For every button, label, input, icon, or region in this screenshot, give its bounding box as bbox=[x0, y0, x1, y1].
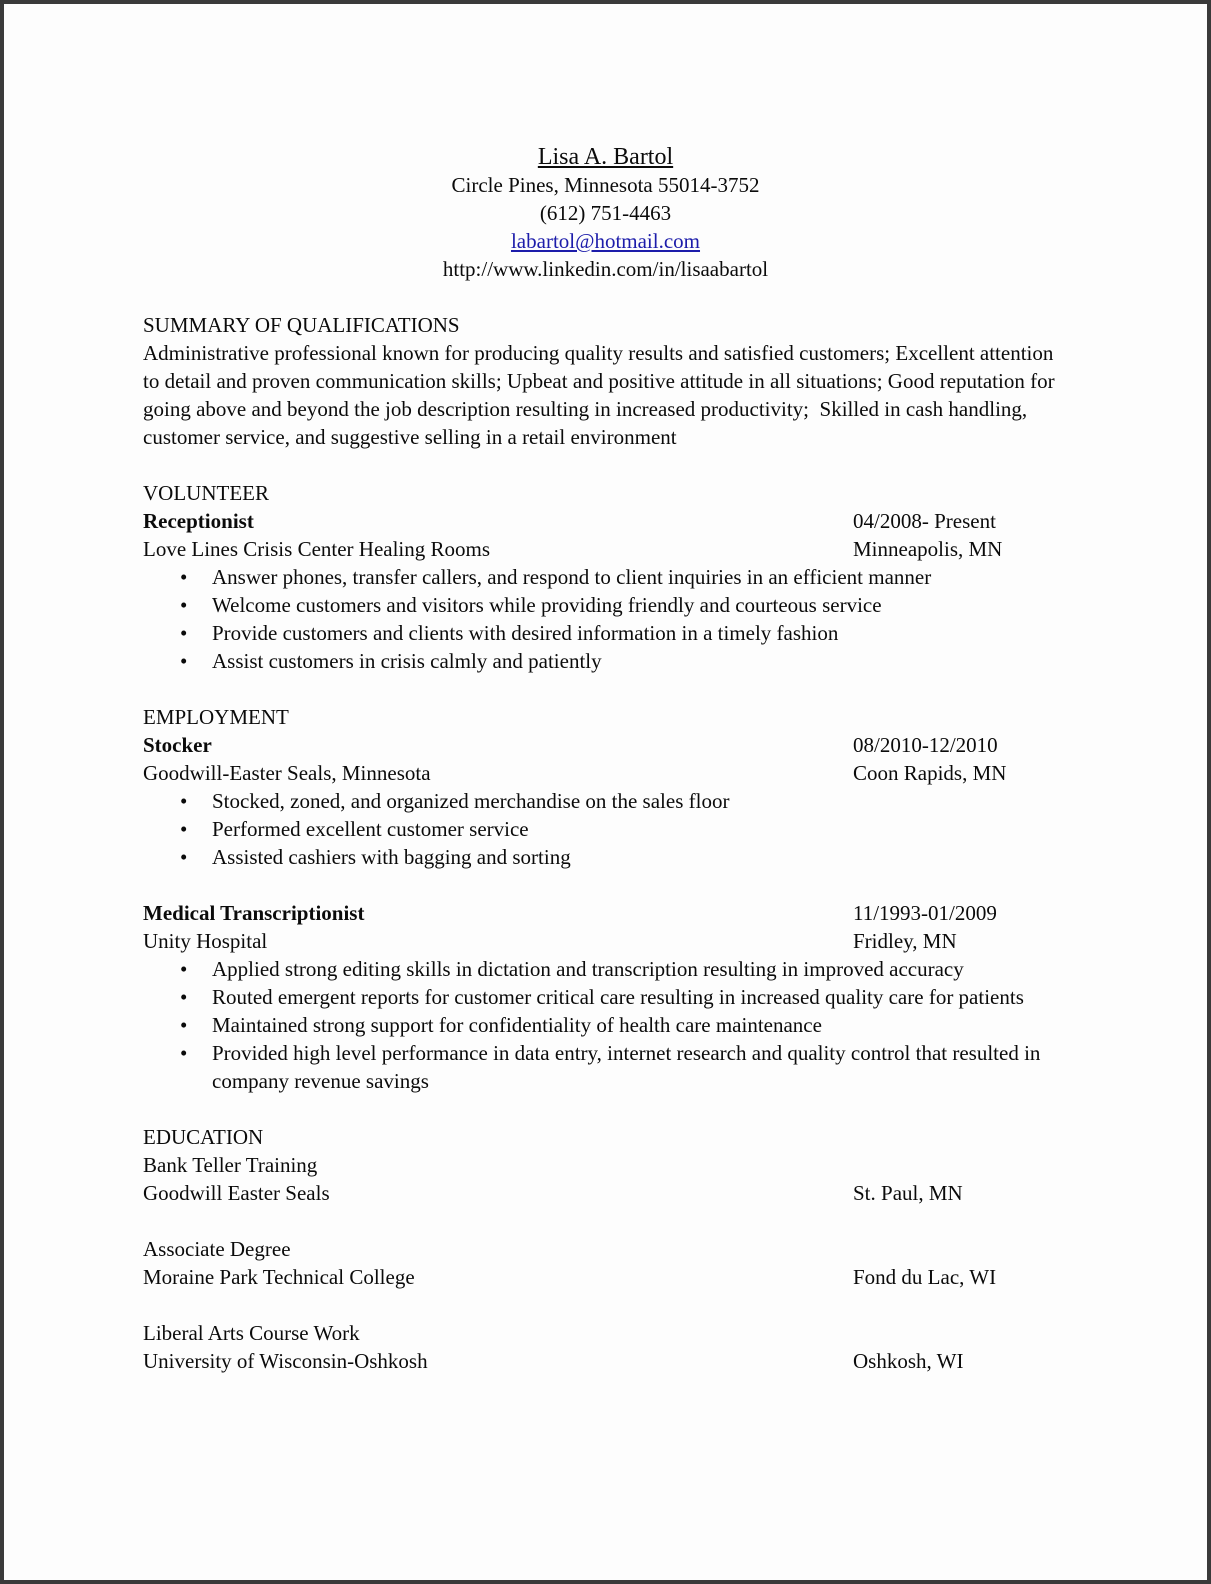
entry-title-row bbox=[143, 899, 1071, 927]
list-item bbox=[143, 1039, 1071, 1095]
bullet-text: Routed emergent reports for customer critical care resulting in increased quality care for patients bbox=[212, 985, 1024, 1009]
volunteer-heading: VOLUNTEER bbox=[143, 481, 269, 505]
bullet-icon: • bbox=[180, 593, 188, 617]
education-entry bbox=[143, 1235, 1071, 1291]
job-location: Fridley, MN bbox=[853, 929, 957, 953]
bullet-list bbox=[143, 955, 1071, 1095]
education-location: Oshkosh, WI bbox=[853, 1349, 964, 1373]
employment-section bbox=[143, 703, 1071, 1095]
bullet-icon: • bbox=[180, 817, 188, 841]
education-school: University of Wisconsin-Oshkosh bbox=[143, 1349, 428, 1373]
education-heading: EDUCATION bbox=[143, 1125, 264, 1149]
bullet-icon: • bbox=[180, 985, 188, 1009]
education-school-row bbox=[143, 1263, 1071, 1291]
summary-heading: SUMMARY OF QUALIFICATIONS bbox=[143, 313, 460, 337]
job-organization: Goodwill-Easter Seals, Minnesota bbox=[143, 761, 431, 785]
job-title: Receptionist bbox=[143, 509, 254, 533]
job-location: Minneapolis, MN bbox=[853, 537, 1003, 561]
bullet-text: Provided high level performance in data entry, internet research and quality control that resulted in company revenue savings bbox=[212, 1041, 1041, 1093]
volunteer-section bbox=[143, 479, 1071, 675]
resume-body bbox=[143, 311, 1071, 1375]
summary-section bbox=[143, 311, 1071, 451]
job-dates: 04/2008- Present bbox=[853, 509, 996, 533]
list-item bbox=[143, 647, 1071, 675]
education-school-row bbox=[143, 1347, 1071, 1375]
bullet-text: Assist customers in crisis calmly and patiently bbox=[212, 649, 602, 673]
job-dates: 08/2010-12/2010 bbox=[853, 733, 998, 757]
bullet-icon: • bbox=[180, 957, 188, 981]
bullet-icon: • bbox=[180, 649, 188, 673]
employment-entry-transcriptionist bbox=[143, 899, 1071, 1095]
bullet-text: Assisted cashiers with bagging and sorting bbox=[212, 845, 571, 869]
bullet-list bbox=[143, 563, 1071, 675]
summary-text: Administrative professional known for producing quality results and satisfied customers; Excellent attention to detail and proven communication skills; Upbeat and positive attitude in all situations; Good reputation for going above and beyond the job description resulting in increased productivity; Skilled in cash handling, customer service, and suggestive selling in a retail environment bbox=[143, 341, 1060, 449]
job-title: Medical Transcriptionist bbox=[143, 901, 365, 925]
list-item bbox=[143, 619, 1071, 647]
education-program: Bank Teller Training bbox=[143, 1153, 318, 1177]
list-item bbox=[143, 983, 1071, 1011]
person-name: Lisa A. Bartol bbox=[537, 144, 674, 170]
phone-line: (612) 751-4463 bbox=[539, 201, 672, 225]
education-location: Fond du Lac, WI bbox=[853, 1265, 997, 1289]
bullet-icon: • bbox=[180, 1013, 188, 1037]
list-item bbox=[143, 815, 1071, 843]
entry-org-row bbox=[143, 927, 1071, 955]
employment-entry-stocker bbox=[143, 731, 1071, 871]
list-item bbox=[143, 591, 1071, 619]
address-line: Circle Pines, Minnesota 55014-3752 bbox=[451, 173, 760, 197]
bullet-text: Stocked, zoned, and organized merchandise on the sales floor bbox=[212, 789, 730, 813]
education-location: St. Paul, MN bbox=[853, 1181, 963, 1205]
resume-header bbox=[4, 143, 1207, 283]
bullet-text: Answer phones, transfer callers, and respond to client inquiries in an efficient manner bbox=[212, 565, 932, 589]
education-school: Moraine Park Technical College bbox=[143, 1265, 415, 1289]
bullet-text: Welcome customers and visitors while providing friendly and courteous service bbox=[212, 593, 882, 617]
linkedin-url: http://www.linkedin.com/in/lisaabartol bbox=[442, 257, 769, 281]
bullet-icon: • bbox=[180, 565, 188, 589]
bullet-icon: • bbox=[180, 845, 188, 869]
job-dates: 11/1993-01/2009 bbox=[853, 901, 997, 925]
list-item bbox=[143, 1011, 1071, 1039]
job-organization: Unity Hospital bbox=[143, 929, 268, 953]
entry-title-row bbox=[143, 507, 1071, 535]
bullet-icon: • bbox=[180, 789, 188, 813]
email-link[interactable]: labartol@hotmail.com bbox=[510, 229, 701, 253]
bullet-icon: • bbox=[180, 1041, 188, 1065]
education-entry bbox=[143, 1319, 1071, 1375]
entry-title-row bbox=[143, 731, 1071, 759]
list-item bbox=[143, 843, 1071, 871]
bullet-text: Maintained strong support for confidentiality of health care maintenance bbox=[212, 1013, 822, 1037]
bullet-list bbox=[143, 787, 1071, 871]
volunteer-entry bbox=[143, 507, 1071, 675]
list-item bbox=[143, 563, 1071, 591]
bullet-text: Applied strong editing skills in dictation and transcription resulting in improved accuracy bbox=[212, 957, 964, 981]
job-title: Stocker bbox=[143, 733, 212, 757]
education-program: Associate Degree bbox=[143, 1237, 291, 1261]
bullet-icon: • bbox=[180, 621, 188, 645]
employment-heading: EMPLOYMENT bbox=[143, 705, 289, 729]
bullet-text: Provide customers and clients with desired information in a timely fashion bbox=[212, 621, 839, 645]
bullet-text: Performed excellent customer service bbox=[212, 817, 529, 841]
education-program: Liberal Arts Course Work bbox=[143, 1321, 360, 1345]
job-organization: Love Lines Crisis Center Healing Rooms bbox=[143, 537, 491, 561]
list-item bbox=[143, 787, 1071, 815]
education-school: Goodwill Easter Seals bbox=[143, 1181, 330, 1205]
job-location: Coon Rapids, MN bbox=[853, 761, 1007, 785]
list-item bbox=[143, 955, 1071, 983]
entry-org-row bbox=[143, 759, 1071, 787]
entry-org-row bbox=[143, 535, 1071, 563]
education-school-row bbox=[143, 1179, 1071, 1207]
education-section bbox=[143, 1123, 1071, 1375]
education-entry bbox=[143, 1151, 1071, 1207]
email-line bbox=[4, 227, 1207, 255]
